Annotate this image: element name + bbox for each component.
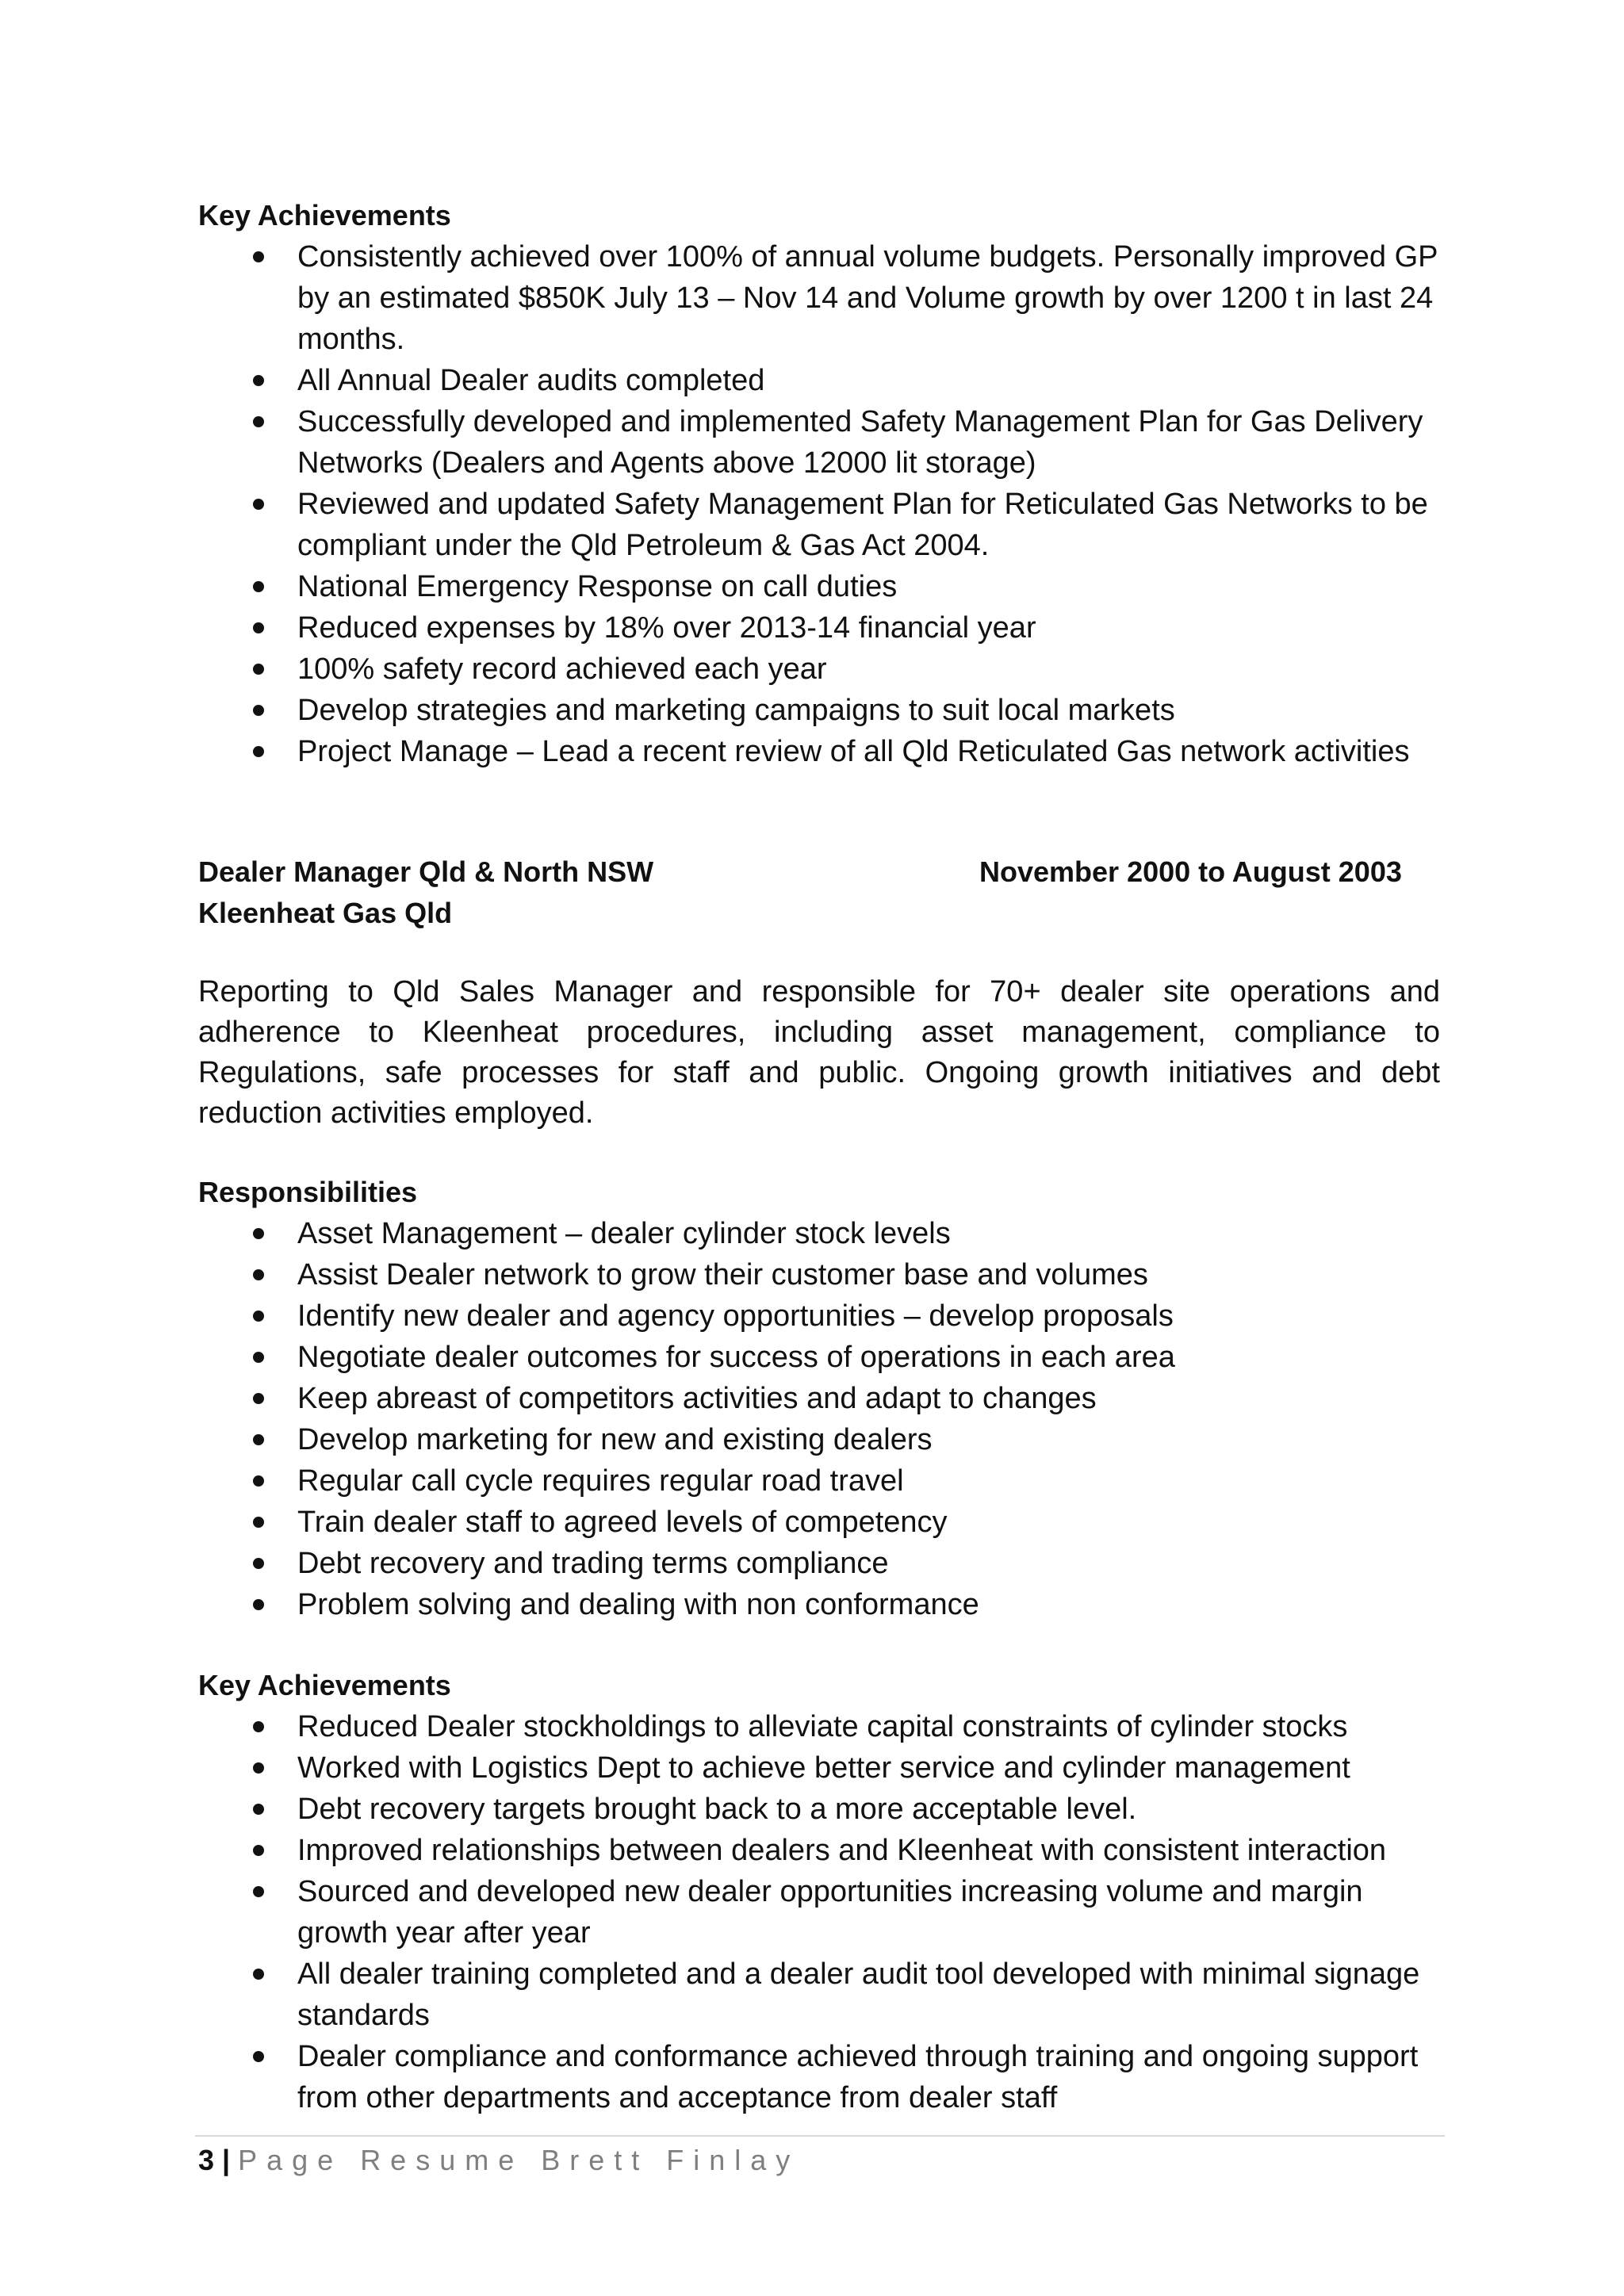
list-item: Negotiate dealer outcomes for success of operations in each area xyxy=(198,1337,1440,1378)
list-item: Regular call cycle requires regular road travel xyxy=(198,1460,1440,1502)
list-item: Debt recovery targets brought back to a more acceptable level. xyxy=(198,1789,1440,1830)
list-item: Worked with Logistics Dept to achieve better service and cylinder management xyxy=(198,1747,1440,1789)
list-item: Identify new dealer and agency opportunities – develop proposals xyxy=(198,1295,1440,1337)
list-item: Successfully developed and implemented Safety Management Plan for Gas Delivery Networks (Dealers and Agents above 12000 lit storage) xyxy=(198,401,1440,484)
responsibilities-heading: Responsibilities xyxy=(198,1176,418,1208)
list-item: Improved relationships between dealers and Kleenheat with consistent interaction xyxy=(198,1830,1440,1871)
footer-separator: | xyxy=(222,2144,231,2176)
job-dates: November 2000 to August 2003 xyxy=(979,855,1402,888)
list-item: Assist Dealer network to grow their customer base and volumes xyxy=(198,1254,1440,1295)
list-item: Reduced Dealer stockholdings to alleviate capital constraints of cylinder stocks xyxy=(198,1706,1440,1747)
job-header xyxy=(198,851,1440,893)
job-company: Kleenheat Gas Qld xyxy=(198,897,453,929)
list-item: Reduced expenses by 18% over 2013-14 financial year xyxy=(198,607,1440,649)
key-achievements-list-2 xyxy=(198,1706,1440,2118)
job-title: Dealer Manager Qld & North NSW xyxy=(198,855,654,888)
list-item: Reviewed and updated Safety Management Plan for Reticulated Gas Networks to be compliant under the Qld Petroleum & Gas Act 2004. xyxy=(198,484,1440,566)
key-achievements-list-1 xyxy=(198,236,1440,772)
list-item: Develop marketing for new and existing dealers xyxy=(198,1419,1440,1460)
footer-divider xyxy=(195,2135,1445,2137)
list-item: All dealer training completed and a dealer audit tool developed with minimal signage standards xyxy=(198,1954,1440,2036)
list-item: Debt recovery and trading terms compliance xyxy=(198,1543,1440,1584)
job-summary: Reporting to Qld Sales Manager and responsible for 70+ dealer site operations and adherence to Kleenheat procedures, including asset management, compliance to Regulations, safe processes for staff and public. Ongoing growth initiatives and debt reduction activities employed. xyxy=(198,975,1440,1130)
key-achievements-heading-1: Key Achievements xyxy=(198,199,451,232)
list-item: National Emergency Response on call duties xyxy=(198,566,1440,607)
responsibilities-list xyxy=(198,1213,1440,1625)
footer-text: Page Resume Brett Finlay xyxy=(238,2144,800,2176)
list-item: Train dealer staff to agreed levels of competency xyxy=(198,1502,1440,1543)
list-item: All Annual Dealer audits completed xyxy=(198,360,1440,401)
key-achievements-heading-2: Key Achievements xyxy=(198,1669,451,1701)
list-item: Develop strategies and marketing campaigns to suit local markets xyxy=(198,690,1440,731)
list-item: Project Manage – Lead a recent review of all Qld Reticulated Gas network activities xyxy=(198,731,1440,772)
page-footer xyxy=(198,2141,799,2180)
list-item: Consistently achieved over 100% of annual volume budgets. Personally improved GP by an estimated $850K July 13 – Nov 14 and Volume growth by over 1200 t in last 24 months. xyxy=(198,236,1440,360)
list-item: Dealer compliance and conformance achieved through training and ongoing support from other departments and acceptance from dealer staff xyxy=(198,2036,1440,2118)
list-item: 100% safety record achieved each year xyxy=(198,649,1440,690)
list-item: Asset Management – dealer cylinder stock levels xyxy=(198,1213,1440,1254)
list-item: Keep abreast of competitors activities and adapt to changes xyxy=(198,1378,1440,1419)
resume-page xyxy=(198,195,1440,2118)
list-item: Problem solving and dealing with non conformance xyxy=(198,1584,1440,1625)
list-item: Sourced and developed new dealer opportunities increasing volume and margin growth year after year xyxy=(198,1871,1440,1954)
page-number: 3 xyxy=(198,2144,215,2176)
